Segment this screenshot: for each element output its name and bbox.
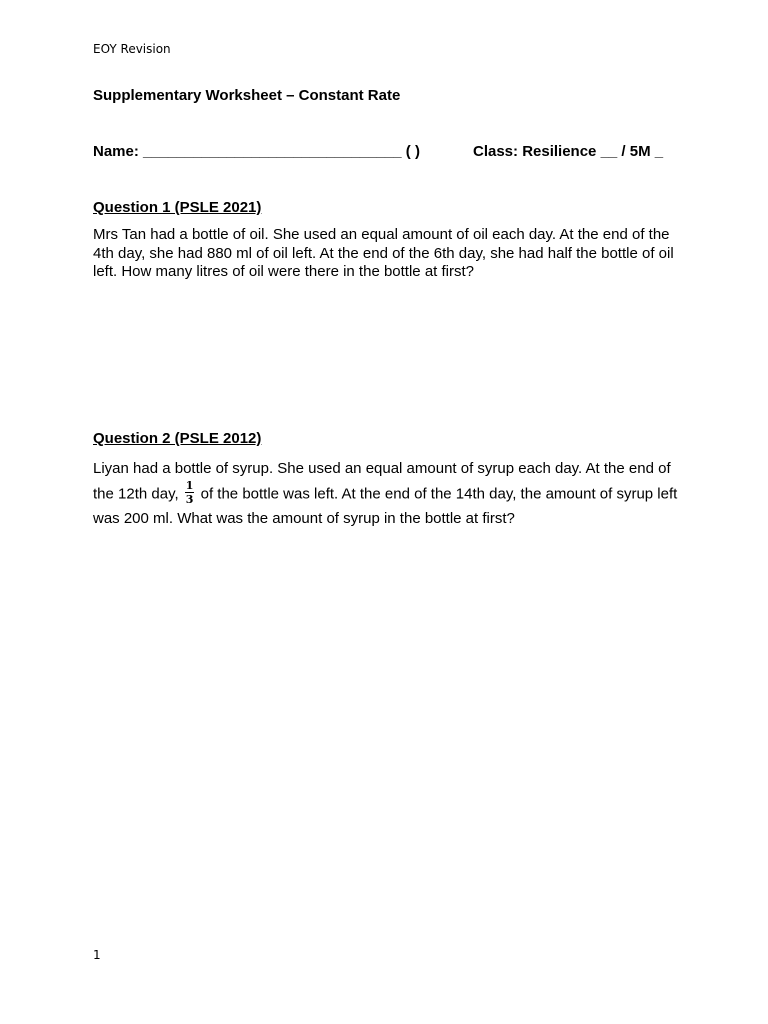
question-2-text [93, 457, 678, 531]
question-1-text: Mrs Tan had a bottle of oil. She used an equal amount of oil each day. At the end of the 4th day, she had 880 ml of oil left. At the end of the 6th day, she had half the bottle of oil left. How many litres of oil were there in the bottle at first? [93, 226, 674, 280]
question-1-heading: Question 1 (PSLE 2021) [93, 199, 262, 216]
question-2-text-after: of the bottle was left. At the end of the 14th day, the amount of syrup left was 200 ml. What was the amount of syrup in the bottle at first? [93, 484, 678, 527]
name-field-label: Name: _______________________________ ( ) [93, 143, 420, 160]
worksheet-title: Supplementary Worksheet – Constant Rate [93, 87, 401, 104]
class-field-label: Class: Resilience __ / 5M _ [473, 143, 664, 160]
question-2-heading: Question 2 (PSLE 2012) [93, 430, 262, 447]
question-2-text-before: Liyan had a bottle of syrup. She used an equal amount of syrup each day. At the end of the 12th day, [93, 460, 671, 502]
one-third-fraction [185, 480, 195, 505]
page-number: 1 [93, 948, 101, 962]
header-note: EOY Revision [93, 42, 171, 56]
student-info-line [93, 143, 683, 160]
fraction-numerator: 1 [185, 478, 194, 492]
fraction-denominator: 3 [185, 492, 194, 506]
